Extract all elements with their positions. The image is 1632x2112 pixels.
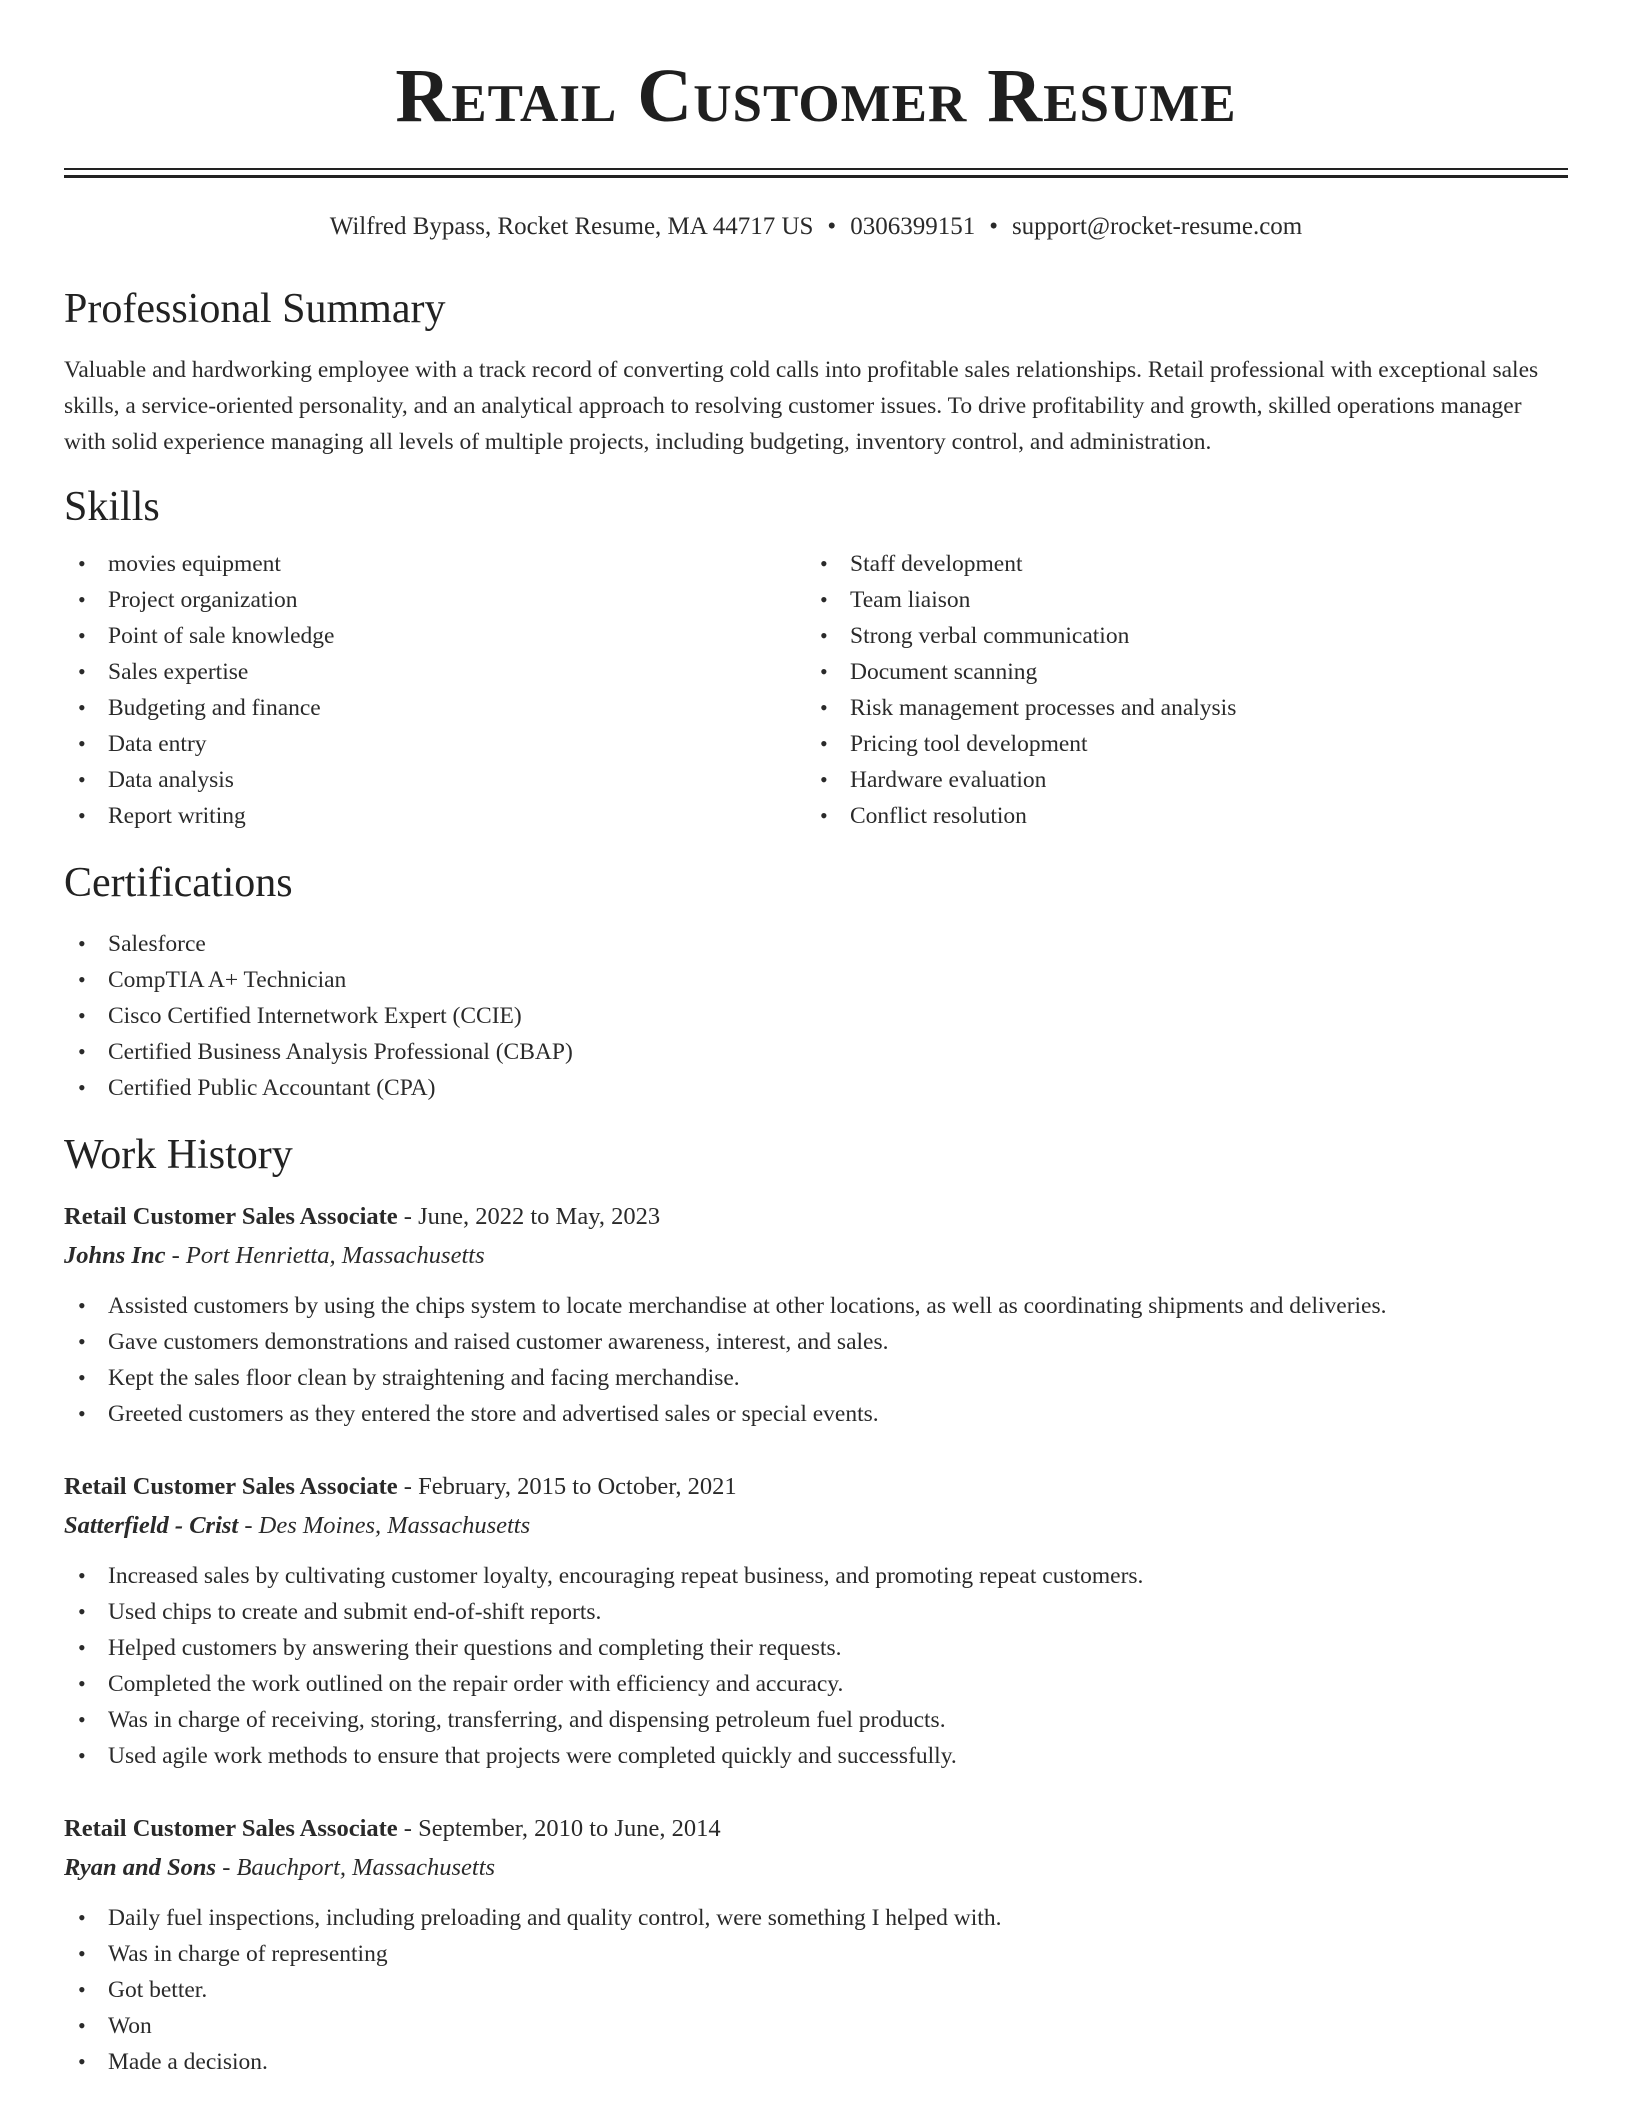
resume-title: Retail Customer Resume: [395, 54, 1237, 138]
title-divider: [64, 168, 1568, 178]
job-duty-item: • Completed the work outlined on the repair order with efficiency and accuracy.: [64, 1666, 1568, 1702]
resume-page: [64, 0, 1568, 2080]
skills-section: [64, 482, 1568, 834]
certification-item: • Certified Business Analysis Professional (CBAP): [64, 1034, 1568, 1070]
job-employer: [64, 1236, 1568, 1276]
job-duty-item: • Increased sales by cultivating customer loyalty, encouraging repeat business, and promoting repeat customers.: [64, 1558, 1568, 1594]
contact-phone: 0306399151: [850, 213, 976, 240]
job-header: [64, 1810, 1568, 1848]
job-duty-item: • Daily fuel inspections, including preloading and quality control, were something I helped with.: [64, 1900, 1568, 1936]
job-duty-item: • Gave customers demonstrations and raised customer awareness, interest, and sales.: [64, 1324, 1568, 1360]
job-duty-item: • Was in charge of receiving, storing, transferring, and dispensing petroleum fuel products.: [64, 1702, 1568, 1738]
job-duty-item: • Greeted customers as they entered the store and advertised sales or special events.: [64, 1396, 1568, 1432]
job-location: - Bauchport, Massachusetts: [216, 1854, 496, 1881]
skill-item: • Project organization: [64, 582, 806, 618]
certifications-section: [64, 858, 1568, 1106]
job-location: - Des Moines, Massachusetts: [238, 1512, 531, 1539]
job-header: [64, 1198, 1568, 1236]
job-employer: [64, 1506, 1568, 1546]
skill-item: • Pricing tool development: [806, 726, 1548, 762]
job-employer: [64, 1848, 1568, 1888]
skills-left-column: [64, 546, 806, 834]
job-role: Retail Customer Sales Associate: [64, 1473, 398, 1500]
certification-item: • Certified Public Accountant (CPA): [64, 1070, 1568, 1106]
certification-item: • Cisco Certified Internetwork Expert (CCIE): [64, 998, 1568, 1034]
skill-item: • Conflict resolution: [806, 798, 1548, 834]
job-dates: - June, 2022 to May, 2023: [397, 1203, 661, 1230]
job-duties-list: [64, 1900, 1568, 2080]
job-entry: [64, 1468, 1568, 1774]
job-duty-item: • Assisted customers by using the chips system to locate merchandise at other locations, as well as coordinating shipments and deliveries.: [64, 1288, 1568, 1324]
skills-right-column: [806, 546, 1548, 834]
certification-item: • Salesforce: [64, 926, 1568, 962]
certifications-heading: Certifications: [64, 860, 293, 906]
job-role: Retail Customer Sales Associate: [64, 1203, 398, 1230]
summary-heading: Professional Summary: [64, 286, 446, 332]
job-duty-item: • Was in charge of representing: [64, 1936, 1568, 1972]
skill-item: • Point of sale knowledge: [64, 618, 806, 654]
summary-section: [64, 284, 1568, 460]
contact-separator: •: [827, 213, 837, 240]
skill-item: • Hardware evaluation: [806, 762, 1548, 798]
job-dates: - September, 2010 to June, 2014: [397, 1815, 721, 1842]
skill-item: • Document scanning: [806, 654, 1548, 690]
skills-grid: [64, 546, 1568, 834]
skill-item: • Sales expertise: [64, 654, 806, 690]
skills-heading: Skills: [64, 484, 160, 530]
skill-item: • movies equipment: [64, 546, 806, 582]
contact-address: Wilfred Bypass, Rocket Resume, MA 44717 US: [329, 213, 814, 240]
job-duty-item: • Kept the sales floor clean by straightening and facing merchandise.: [64, 1360, 1568, 1396]
job-duty-item: • Made a decision.: [64, 2044, 1568, 2080]
certification-item: • CompTIA A+ Technician: [64, 962, 1568, 998]
job-header: [64, 1468, 1568, 1506]
job-entry: [64, 1198, 1568, 1432]
job-duty-item: • Used agile work methods to ensure that projects were completed quickly and successfully.: [64, 1738, 1568, 1774]
job-duty-item: • Used chips to create and submit end-of-shift reports.: [64, 1594, 1568, 1630]
skill-item: • Data analysis: [64, 762, 806, 798]
job-duties-list: [64, 1558, 1568, 1774]
job-duty-item: • Helped customers by answering their questions and completing their requests.: [64, 1630, 1568, 1666]
summary-text: Valuable and hardworking employee with a track record of converting cold calls into profitable sales relationships. Retail professional with exceptional sales skills, a service-oriented personality, and an analytical approach to resolving customer issues. To drive profitability and growth, skilled operations manager with solid experience managing all levels of multiple projects, including budgeting, inventory control, and administration.: [64, 357, 1539, 455]
skill-item: • Strong verbal communication: [806, 618, 1548, 654]
job-duty-item: • Won: [64, 2008, 1568, 2044]
job-entry: [64, 1810, 1568, 2080]
job-location: - Port Henrietta, Massachusetts: [165, 1242, 485, 1269]
contact-separator: •: [989, 213, 998, 240]
contact-email: support@rocket-resume.com: [1011, 213, 1303, 240]
skill-item: • Data entry: [64, 726, 806, 762]
skill-item: • Risk management processes and analysis: [806, 690, 1548, 726]
job-duties-list: [64, 1288, 1568, 1432]
job-duty-item: • Got better.: [64, 1972, 1568, 2008]
skill-item: • Budgeting and finance: [64, 690, 806, 726]
job-dates: - February, 2015 to October, 2021: [397, 1473, 737, 1500]
skill-item: • Team liaison: [806, 582, 1548, 618]
skill-item: • Staff development: [806, 546, 1548, 582]
contact-line: [64, 212, 1568, 242]
job-company: Ryan and Sons: [64, 1854, 217, 1881]
job-company: Satterfield - Crist: [64, 1512, 239, 1539]
job-role: Retail Customer Sales Associate: [64, 1815, 398, 1842]
work-history-section: [64, 1130, 1568, 2080]
certifications-list: [64, 926, 1568, 1106]
job-company: Johns Inc: [64, 1242, 166, 1269]
skill-item: • Report writing: [64, 798, 806, 834]
work-history-heading: Work History: [64, 1132, 293, 1178]
